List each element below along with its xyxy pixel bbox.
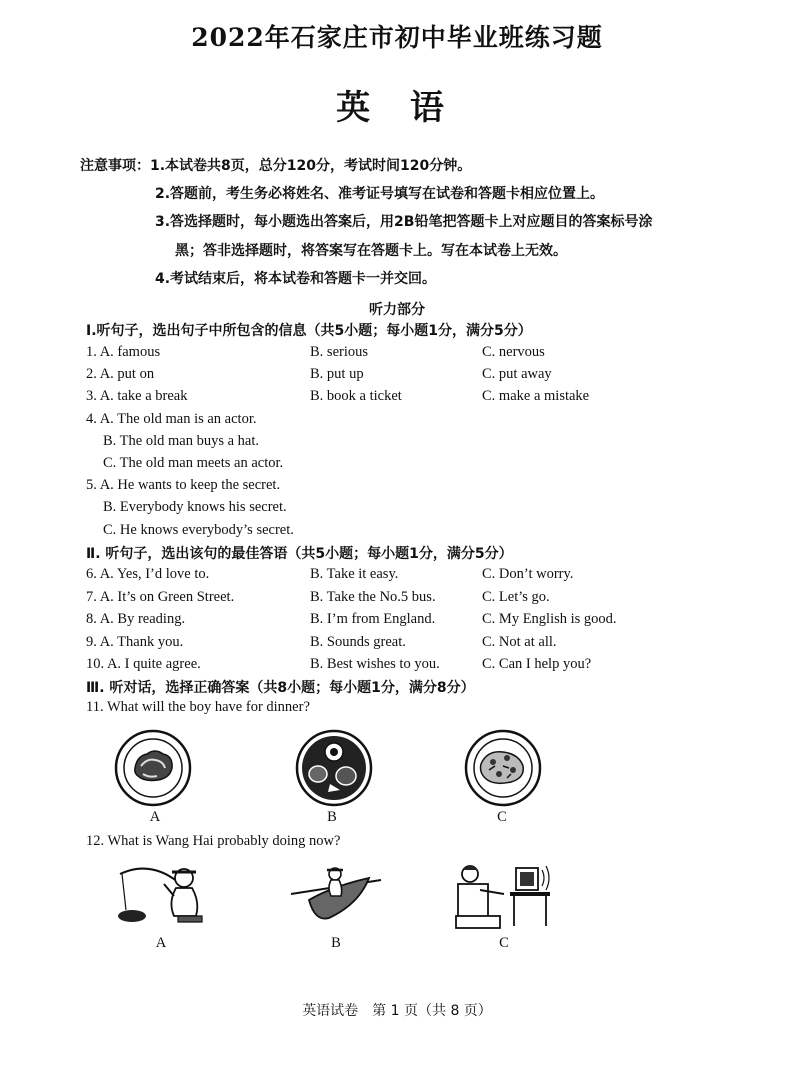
section2-heading: Ⅱ. 听句子，选出该句的最佳答语（共5小题；每小题1分，满分5分） xyxy=(86,546,513,562)
q9-option-c: C. Not at all. xyxy=(482,634,557,650)
q8-option-a: 8. A. By reading. xyxy=(86,611,186,627)
q4-option-a: 4. A. The old man is an actor. xyxy=(86,411,257,427)
note-line-4: 黑；答非选择题时，将答案写在答题卡上。写在本试卷上无效。 xyxy=(175,243,567,259)
q4-option-b: B. The old man buys a hat. xyxy=(103,433,259,449)
q5-option-a: 5. A. He wants to keep the secret. xyxy=(86,477,281,493)
man-fishing-icon xyxy=(112,860,212,932)
q12-label-b: B xyxy=(331,935,341,951)
note-line-1: 注意事项：1.本试卷共8页，总分120分，考试时间120分钟。 xyxy=(80,158,472,174)
plate-meat-icon xyxy=(294,728,374,808)
q1-option-b: B. serious xyxy=(310,344,368,360)
plate-mixed-food-icon xyxy=(463,728,543,808)
note-line-3: 3.答选择题时，每小题选出答案后，用2B铅笔把答题卡上对应题目的答案标号涂 xyxy=(155,214,653,230)
q3-option-c: C. make a mistake xyxy=(482,388,590,404)
q5-option-b: B. Everybody knows his secret. xyxy=(103,499,287,515)
q10-option-b: B. Best wishes to you. xyxy=(310,656,440,672)
q7-option-b: B. Take the No.5 bus. xyxy=(310,589,436,605)
q2-option-c: C. put away xyxy=(482,366,552,382)
q12-question: 12. What is Wang Hai probably doing now? xyxy=(86,833,341,849)
q4-option-c: C. The old man meets an actor. xyxy=(103,455,284,471)
q3-option-a: 3. A. take a break xyxy=(86,388,188,404)
section1-heading: Ⅰ.听句子，选出句子中所包含的信息（共5小题；每小题1分，满分5分） xyxy=(86,323,532,339)
q2-option-b: B. put up xyxy=(310,366,364,382)
q2-option-a: 2. A. put on xyxy=(86,366,155,382)
q6-option-c: C. Don’t worry. xyxy=(482,566,574,582)
page-footer: 英语试卷 第 1 页（共 8 页） xyxy=(302,1003,492,1019)
q11-label-b: B xyxy=(327,809,337,825)
q5-option-c: C. He knows everybody’s secret. xyxy=(103,522,294,538)
listening-title: 听力部分 xyxy=(369,302,425,318)
q7-option-c: C. Let’s go. xyxy=(482,589,550,605)
section3-heading: Ⅲ. 听对话，选择正确答案（共8小题；每小题1分，满分8分） xyxy=(86,680,475,696)
q11-label-a: A xyxy=(149,809,161,825)
q11-question: 11. What will the boy have for dinner? xyxy=(86,699,310,715)
q12-label-c: C xyxy=(499,935,509,951)
q9-option-b: B. Sounds great. xyxy=(310,634,406,650)
q9-option-a: 9. A. Thank you. xyxy=(86,634,184,650)
q7-option-a: 7. A. It’s on Green Street. xyxy=(86,589,235,605)
subject-title: 英 语 xyxy=(336,88,458,128)
q10-option-c: C. Can I help you? xyxy=(482,656,592,672)
q11-label-c: C xyxy=(497,809,507,825)
note-line-2: 2.答题前，考生务必将姓名、准考证号填写在试卷和答题卡相应位置上。 xyxy=(155,186,605,202)
q1-option-a: 1. A. famous xyxy=(86,344,161,360)
q1-option-c: C. nervous xyxy=(482,344,545,360)
man-rowing-boat-icon xyxy=(285,860,385,932)
q6-option-a: 6. A. Yes, I’d love to. xyxy=(86,566,210,582)
q8-option-b: B. I’m from England. xyxy=(310,611,436,627)
q3-option-b: B. book a ticket xyxy=(310,388,402,404)
exam-title: 2022年石家庄市初中毕业班练习题 xyxy=(191,23,603,52)
q10-option-a: 10. A. I quite agree. xyxy=(86,656,201,672)
q8-option-c: C. My English is good. xyxy=(482,611,617,627)
q6-option-b: B. Take it easy. xyxy=(310,566,399,582)
note-line-5: 4.考试结束后，将本试卷和答题卡一并交回。 xyxy=(155,271,437,287)
q12-label-a: A xyxy=(155,935,167,951)
plate-rice-icon xyxy=(113,728,193,808)
man-using-computer-icon xyxy=(452,860,552,932)
